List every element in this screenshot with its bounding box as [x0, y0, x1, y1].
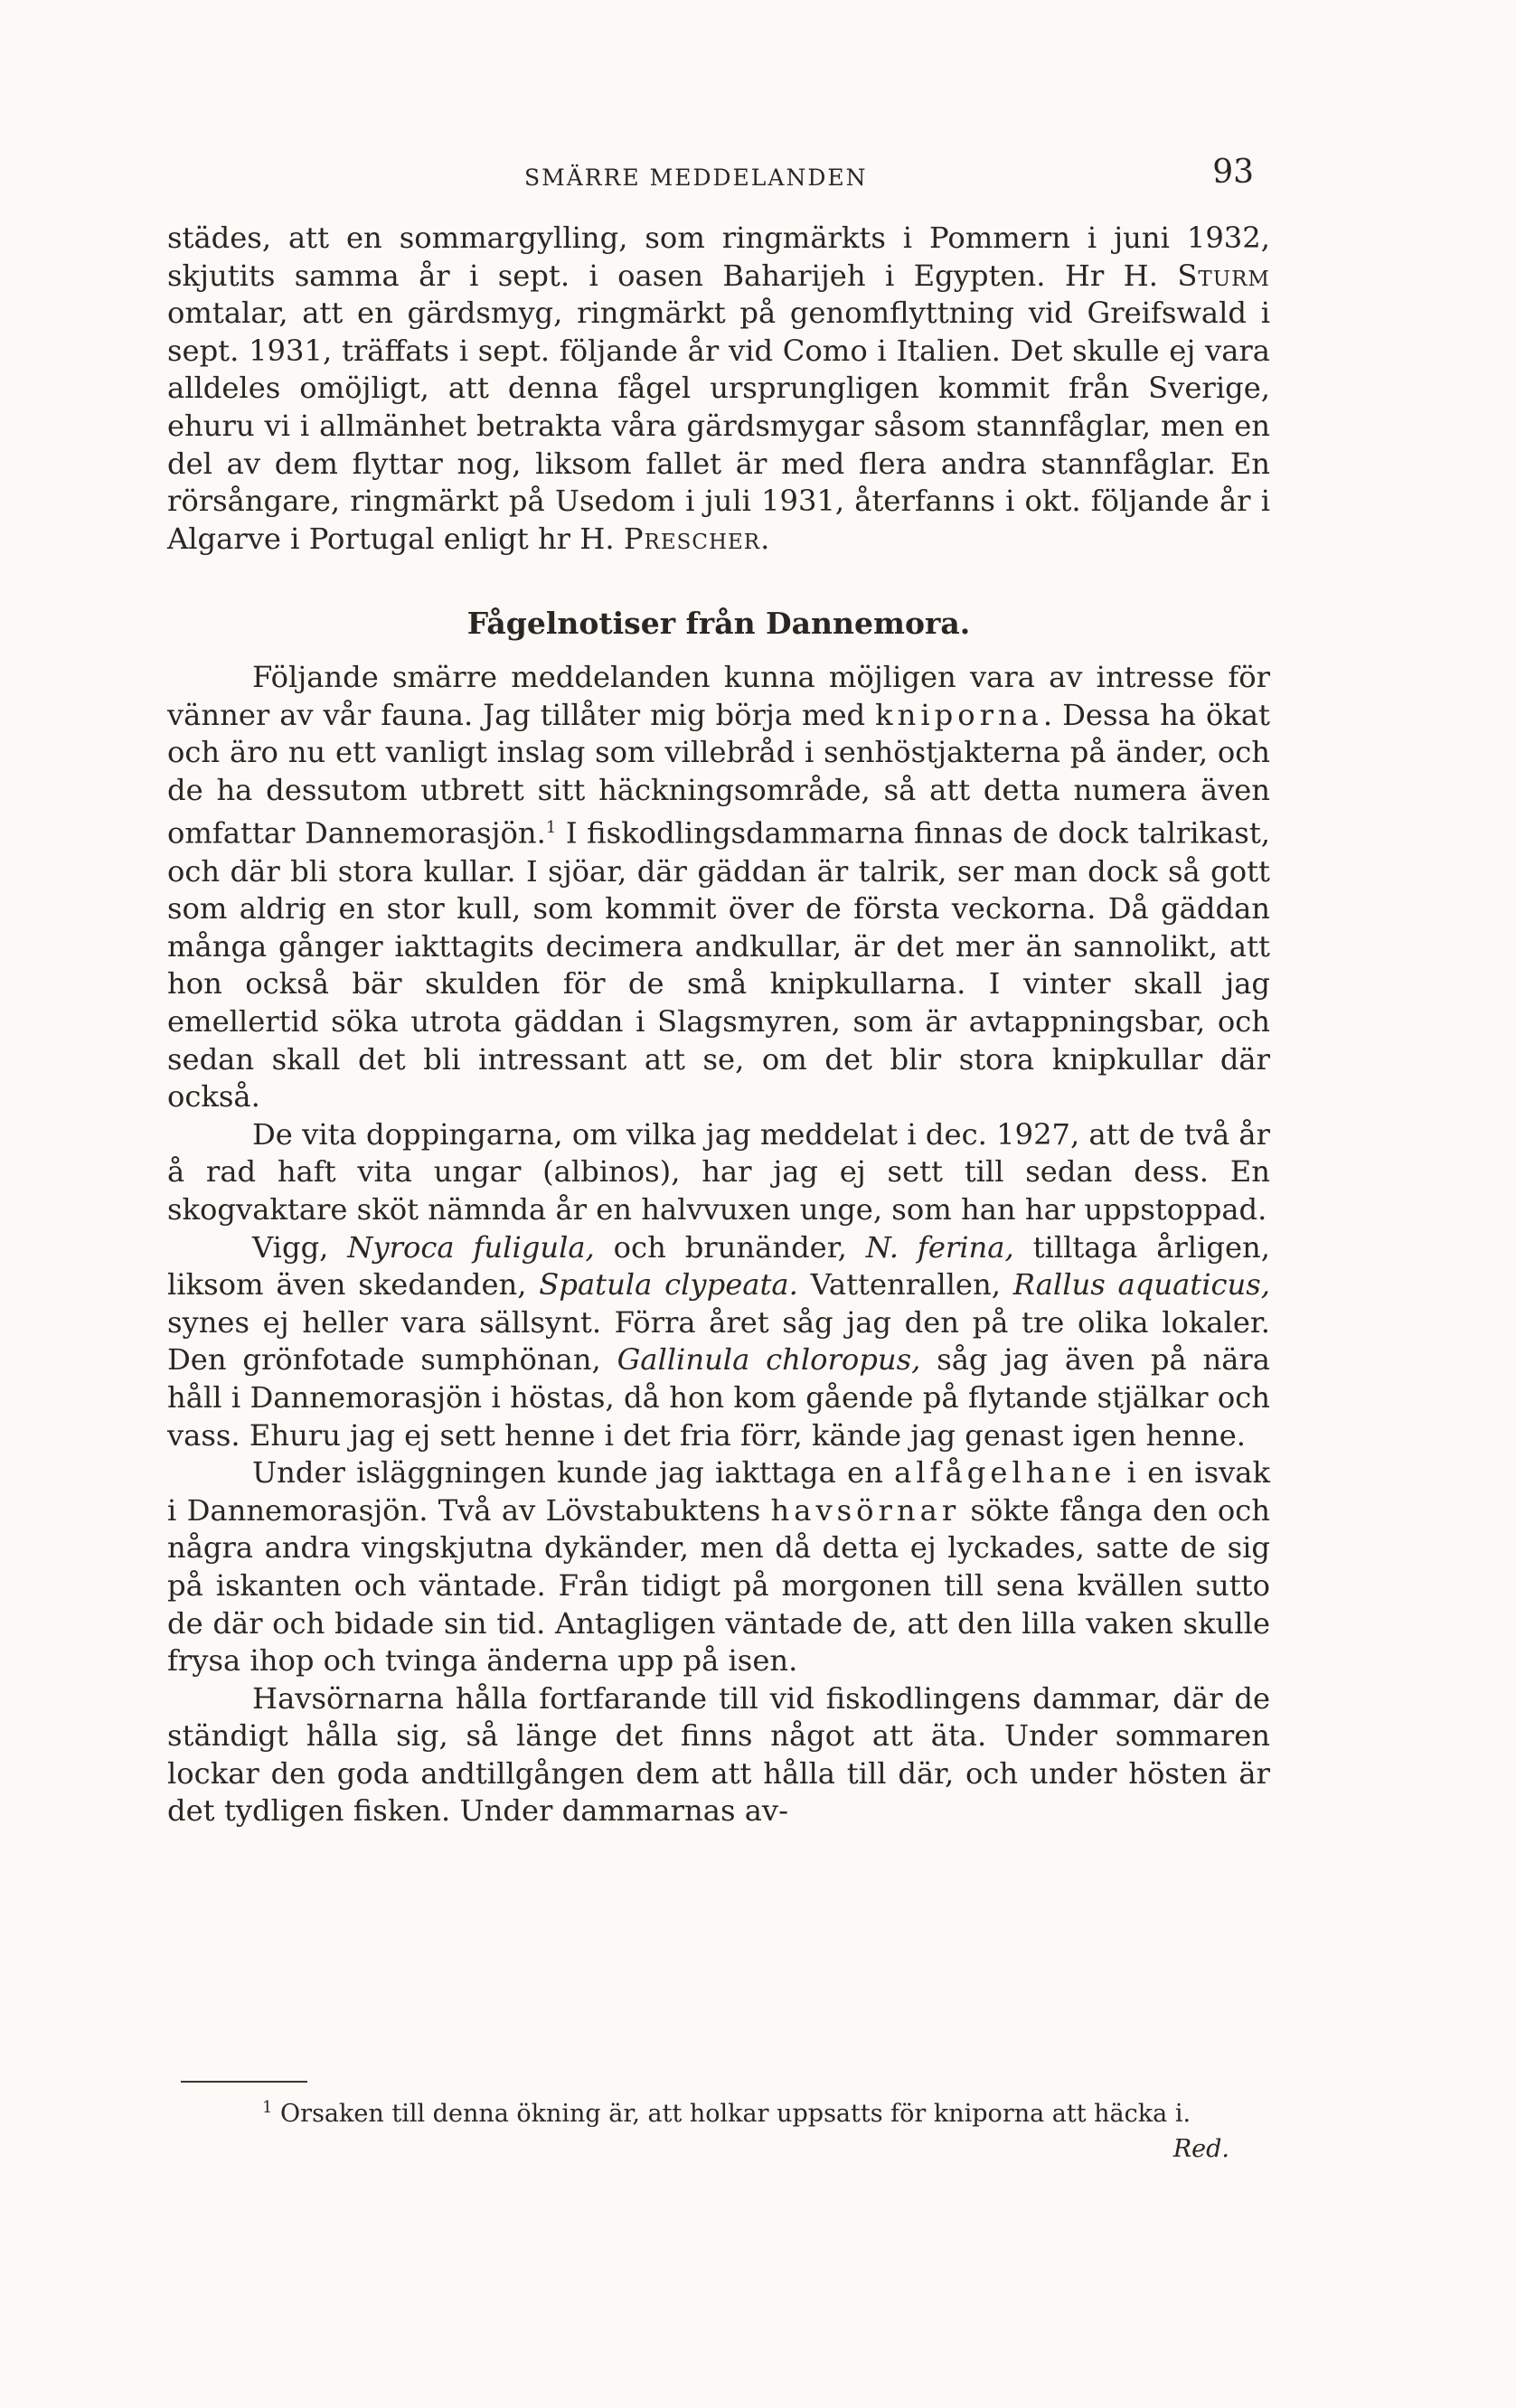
species-name: Gallinula chloropus, — [617, 1342, 921, 1378]
text-run: såg jag även på nära håll i Dannemorasjön i höstas, då hon kom gående på flytande stjälkar och vass. Ehuru jag ej sett henne i det fria förr, kände jag genast igen henne. — [167, 1342, 1270, 1453]
text-run: tilltaga årligen, liksom även skedanden, — [167, 1229, 1270, 1303]
text-run: Vattenrallen, — [797, 1267, 1013, 1303]
paragraph-doppingar: De vita doppingarna, om vilka jag meddelat i dec. 1927, att de två år å rad haft vita ungar (albinos), har jag ej sett till sedan dess. En skogvaktare sköt nämnda år en halvvuxen unge, som han har uppstoppad. — [167, 1116, 1270, 1227]
text-run: Orsaken till denna ökning är, att holkar uppsatts för kniporna att häcka i. — [272, 2100, 1191, 2128]
paragraph-kniporna — [167, 659, 1270, 1116]
text-run: och brunänder, — [594, 1229, 866, 1265]
paragraph-havsornarna: Havsörnarna hålla fortfarande till vid fiskodlingens dammar, där de ständigt hålla sig, så länge det finns något att äta. Under sommaren lockar den goda andtillgången dem att hålla till där, och under hösten är det tydligen fisken. Under dammarnas av- — [167, 1680, 1270, 1829]
page-number: 93 — [1212, 154, 1254, 191]
author-name-prescher: Prescher — [623, 521, 761, 556]
spaced-term: alfågelhane — [894, 1455, 1116, 1491]
footnote-marker: 1 — [262, 2098, 273, 2117]
text-run: städes, att en sommargylling, som ringmärkts i Pommern i juni 1932, skjutits samma år i sept. i oasen Baharijeh i Egypten. Hr H. — [167, 221, 1270, 293]
spaced-term: kniporna — [875, 697, 1043, 732]
spaced-term: havsörnar — [770, 1492, 961, 1528]
text-run: omtalar, att en gärdsmyg, ringmärkt på genomflyttning vid Greifswald i sept. 1931, träffats i sept. följande år vid Como i Italien. Det skulle ej vara alldeles omöjligt, att denna fågel ursprungligen kommit från Sverige, ehuru vi i allmänhet betrakta våra gärdsmygar såsom stannfåglar, men en del av dem flyttar nog, liksom fallet är med flera andra stannfåglar. En rörsångare, ringmärkt på Usedom i juli 1931, återfanns i okt. följande år i Algarve i Portugal enligt hr H. — [167, 296, 1270, 556]
species-name: Spatula clypeata. — [539, 1267, 798, 1303]
section-heading: Fågelnotiser från Dannemora. — [466, 606, 971, 642]
author-name-sturm: Sturm — [1177, 258, 1270, 293]
footnote-ref: 1 — [545, 818, 557, 838]
footnote — [181, 2090, 1284, 2167]
running-head: SMÄRRE MEDDELANDEN — [524, 165, 868, 191]
text-run: . Dessa ha ökat och äro nu ett vanligt inslag som villebråd i senhöstjakterna på änder, och de ha dessutom utbrett sitt häckningsområde, så att detta numera även omfattar Dannemorasjön. — [167, 697, 1270, 851]
species-name: Nyroca fuligula, — [347, 1229, 595, 1265]
footnote-text — [181, 2090, 1284, 2163]
text-run: i en isvak i Dannemorasjön. Två av Lövstabuktens — [167, 1455, 1270, 1528]
body-text — [167, 220, 1270, 1830]
paragraph-islaggningen — [167, 1454, 1270, 1680]
footnote-rule — [181, 2081, 307, 2083]
text-run: Vigg, — [252, 1229, 348, 1265]
text-run: sökte fånga den och några andra vingskjutna dykänder, men då detta ej lyckades, satte de sig på iskanten och väntade. Från tidigt på morgonen till sena kvällen sutto de där och bidade sin tid. Antagligen väntade de, att den lilla vaken skulle frysa ihop och tvinga änderna upp på isen. — [167, 1492, 1270, 1679]
text-run: I fiskodlingsdammarna finnas de dock talrikast, och där bli stora kullar. I sjöar, där gäddan är talrik, ser man dock så gott som aldrig en stor kull, som kommit över de första veckorna. Då gäddan många gånger iakttagits decimera andkullar, är det mer än sannolikt, att hon också bär skulden för de små knipkullarna. I vinter skall jag emellertid söka utrota gäddan i Slagsmyren, som är avtappningsbar, och sedan skall det bli intressant att se, om det blir stora knipkullar där också. — [167, 816, 1270, 1115]
text-run: synes ej heller vara sällsynt. Förra året såg jag den på tre olika lokaler. Den grönfotade sumphönan, — [167, 1304, 1270, 1378]
species-name: Rallus aquaticus, — [1012, 1267, 1270, 1303]
page-header — [167, 154, 1272, 208]
paragraph-vigg — [167, 1229, 1270, 1455]
intro-paragraph — [167, 220, 1270, 558]
text-run: . — [760, 521, 770, 556]
text-run: Under isläggningen kunde jag iakttaga en — [252, 1455, 895, 1491]
text-run: Följande smärre meddelanden kunna möjligen vara av intresse för vänner av vår fauna. Jag tillåter mig börja med — [167, 659, 1270, 732]
species-name: N. ferina, — [865, 1229, 1014, 1265]
editor-signature: Red. — [1172, 2135, 1229, 2163]
